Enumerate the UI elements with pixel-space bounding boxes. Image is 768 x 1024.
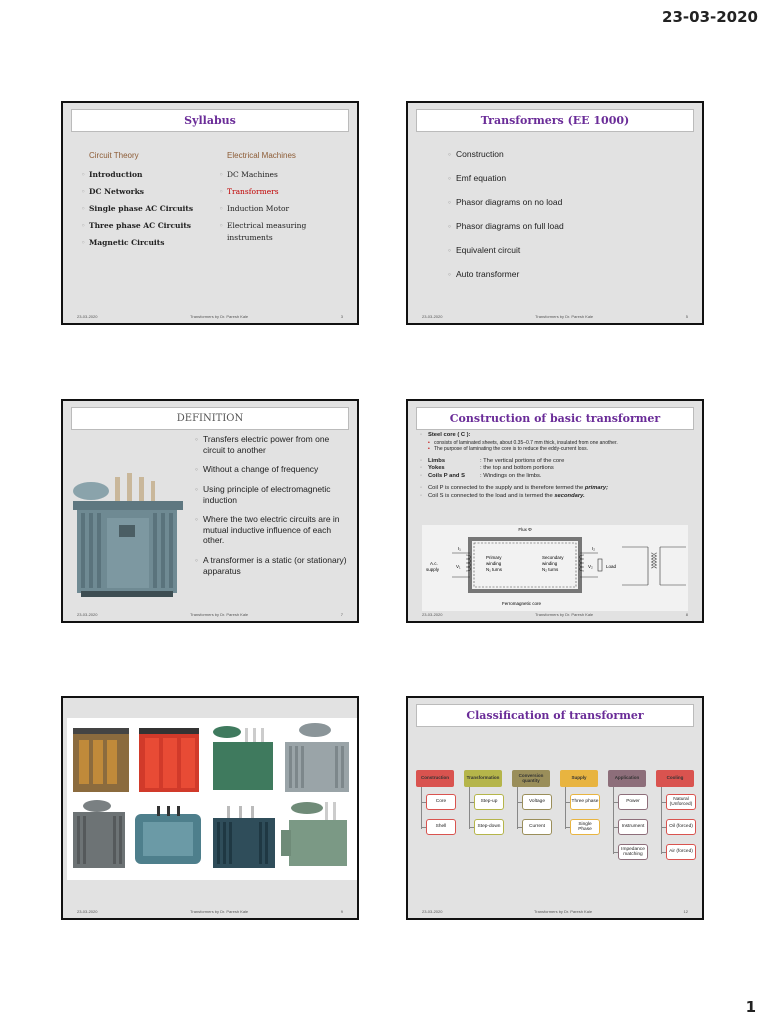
connector-line xyxy=(517,787,518,829)
list-item xyxy=(420,458,694,466)
list-item: ◦ Without a change of frequency xyxy=(195,464,347,475)
slide-classification xyxy=(406,696,704,920)
slide-title: DEFINITION xyxy=(71,407,349,430)
footer-author: Transformers by Dr. Paresh Kale xyxy=(190,314,249,319)
list-item: ◦ Emf equation xyxy=(448,173,564,183)
option-box: Single Phase xyxy=(570,819,600,835)
slide-course-topics xyxy=(406,101,704,325)
slide-title: Classification of transformer xyxy=(416,704,694,727)
sub-item: • The purpose of laminating the core is to reduce the eddy-current loss. xyxy=(420,446,694,453)
part-desc: : Windings on the limbs. xyxy=(480,472,542,479)
footer-date: 23-03-2020 xyxy=(77,909,98,914)
category-box: Cooling xyxy=(656,770,694,787)
category-box: Conversion quantity xyxy=(512,770,550,787)
slide-footer xyxy=(77,314,343,319)
option-box: Step-down xyxy=(474,819,504,835)
option-box: Three phase xyxy=(570,794,600,810)
v2-label: V₂ xyxy=(588,564,593,569)
list-item: ◦ Magnetic Circuits xyxy=(81,238,193,247)
list-item: ◦ DC Networks xyxy=(81,187,193,196)
flux-label: Flux Φ xyxy=(518,527,532,532)
coil-s-text: Coil S is connected to the load and is termed the xyxy=(428,492,555,499)
transformer-photo xyxy=(213,726,273,790)
list-item: ◦ Induction Motor xyxy=(219,204,306,213)
list-item: ◦ Single phase AC Circuits xyxy=(81,204,193,213)
connector-line xyxy=(421,787,422,829)
footer-slide-number: 8 xyxy=(685,612,688,617)
definition-list xyxy=(195,434,347,585)
slide-title: Transformers (EE 1000) xyxy=(416,109,694,132)
document-date: 23-03-2020 xyxy=(662,8,758,26)
footer-author: Transformers by Dr. Paresh Kale xyxy=(190,909,249,914)
topic-list xyxy=(448,149,564,293)
slide-construction xyxy=(406,399,704,623)
footer-slide-number: 3 xyxy=(340,314,343,319)
footer-slide-number: 5 xyxy=(685,314,688,319)
part-desc: : The vertical portions of the core xyxy=(480,457,565,464)
part-desc: : the top and bottom portions xyxy=(480,465,554,472)
option-box: Current xyxy=(522,819,552,835)
slide-definition xyxy=(61,399,359,623)
steel-core-label: Steel core ( C ): xyxy=(428,432,471,438)
i1-label: I₁ xyxy=(458,546,461,551)
connector-line xyxy=(613,787,614,854)
slide-footer xyxy=(422,612,688,617)
option-box: Natural (Unforced) xyxy=(666,794,696,810)
secondary-label: N₂ turns xyxy=(542,567,559,572)
footer-date: 23-03-2020 xyxy=(422,909,443,914)
list-item: ◦ Electrical measuring xyxy=(219,221,306,230)
category-box: Application xyxy=(608,770,646,787)
list-item xyxy=(420,493,694,501)
list-item: ◦ Auto transformer xyxy=(448,269,564,279)
core-label: Ferromagnetic core xyxy=(502,601,542,606)
list-item xyxy=(420,432,694,440)
slide-syllabus xyxy=(61,101,359,325)
footer-date: 23-03-2020 xyxy=(422,314,443,319)
list-item xyxy=(420,485,694,493)
part-name: Yokes xyxy=(428,465,445,472)
transformer-image xyxy=(67,463,193,603)
footer-author: Transformers by Dr. Paresh Kale xyxy=(535,314,594,319)
i2-label: I₂ xyxy=(592,546,595,551)
category-box: Transformation xyxy=(464,770,502,787)
circuit-theory-column xyxy=(81,151,193,255)
option-box: Instrument xyxy=(618,819,648,835)
list-item xyxy=(420,473,694,481)
list-item: ◦ Construction xyxy=(448,149,564,159)
list-item: ◦ A transformer is a static (or stationary) apparatus xyxy=(195,555,347,576)
list-item: ◦ Three phase AC Circuits xyxy=(81,221,193,230)
list-item: ◦ Transfers electric power from one circuit to another xyxy=(195,434,347,455)
option-box: Oil (forced) xyxy=(666,819,696,835)
load-label: Load xyxy=(606,564,617,569)
option-box: Shell xyxy=(426,819,456,835)
part-name: Coils P and S xyxy=(428,472,465,479)
list-item: ◦ Introduction xyxy=(81,170,193,179)
primary-term: primary; xyxy=(584,485,609,492)
transformer-photo xyxy=(135,806,201,864)
transformer-photo-collage xyxy=(67,718,357,880)
transformer-diagram xyxy=(422,525,688,611)
list-item-continuation: instruments xyxy=(227,233,273,242)
load-resistor xyxy=(598,559,602,571)
list-item: ◦ DC Machines xyxy=(219,170,306,179)
transformer-photo xyxy=(281,802,347,866)
transformer-photo xyxy=(73,800,125,868)
list-item-highlighted: ◦ Transformers xyxy=(219,187,306,196)
slide-transformer-photos xyxy=(61,696,359,920)
transformer-photo xyxy=(73,728,129,792)
option-box: Air (forced) xyxy=(666,844,696,860)
slide-footer xyxy=(422,314,688,319)
transformer-photo xyxy=(139,728,199,792)
coil-p-text: Coil P is connected to the supply and is therefore termed the xyxy=(428,485,585,492)
footer-date: 23-03-2020 xyxy=(422,612,443,617)
primary-label: winding xyxy=(486,561,502,566)
electrical-machines-column xyxy=(219,151,306,250)
footer-author: Transformers by Dr. Paresh Kale xyxy=(190,612,249,617)
primary-label: Primary xyxy=(486,555,502,560)
list-item: ◦ Phasor diagrams on full load xyxy=(448,221,564,231)
category-box: Supply xyxy=(560,770,598,787)
construction-text xyxy=(420,432,694,500)
footer-date: 23-03-2020 xyxy=(77,314,98,319)
list-item: ◦ Phasor diagrams on no load xyxy=(448,197,564,207)
footer-slide-number: 12 xyxy=(683,909,688,914)
slide-footer xyxy=(422,909,688,914)
option-box: Impedance matching xyxy=(618,844,648,860)
connector-line xyxy=(469,787,470,829)
secondary-label: Secondary xyxy=(542,555,564,560)
option-box: Power xyxy=(618,794,648,810)
primary-label: N₁ turns xyxy=(486,567,503,572)
footer-slide-number: 9 xyxy=(340,909,343,914)
list-item: ◦ Using principle of electromagnetic induction xyxy=(195,484,347,505)
slide-footer xyxy=(77,612,343,617)
page-number: 1 xyxy=(745,998,756,1016)
connector-line xyxy=(565,787,566,829)
transformer-symbol xyxy=(622,547,686,585)
category-box: Construction xyxy=(416,770,454,787)
list-item: ◦ Where the two electric circuits are in mutual inductive influence of each other. xyxy=(195,514,347,546)
part-name: Limbs xyxy=(428,457,446,464)
footer-date: 23-03-2020 xyxy=(77,612,98,617)
option-box: Core xyxy=(426,794,456,810)
v1-label: V₁ xyxy=(456,564,461,569)
supply-label: supply xyxy=(426,567,440,572)
footer-author: Transformers by Dr. Paresh Kale xyxy=(535,612,594,617)
list-item xyxy=(420,465,694,473)
sub-item: • consists of laminated sheets, about 0.35–0.7 mm thick, insulated from one another. xyxy=(420,440,694,447)
option-box: Voltage xyxy=(522,794,552,810)
secondary-label: winding xyxy=(542,561,558,566)
footer-author: Transformers by Dr. Paresh Kale xyxy=(533,909,593,914)
slide-footer xyxy=(77,909,343,914)
transformer-photo xyxy=(213,806,275,868)
slide-title: Syllabus xyxy=(71,109,349,132)
list-item: ◦ Equivalent circuit xyxy=(448,245,564,255)
option-box: Step-up xyxy=(474,794,504,810)
connector-line xyxy=(661,787,662,854)
secondary-term: secondary. xyxy=(554,492,585,499)
transformer-photo xyxy=(285,723,349,792)
slide-title: Construction of basic transformer xyxy=(416,407,694,430)
footer-slide-number: 7 xyxy=(340,612,343,617)
ac-label: A.c. xyxy=(430,561,438,566)
column-heading: Circuit Theory xyxy=(89,151,139,160)
column-heading: Electrical Machines xyxy=(227,151,296,160)
